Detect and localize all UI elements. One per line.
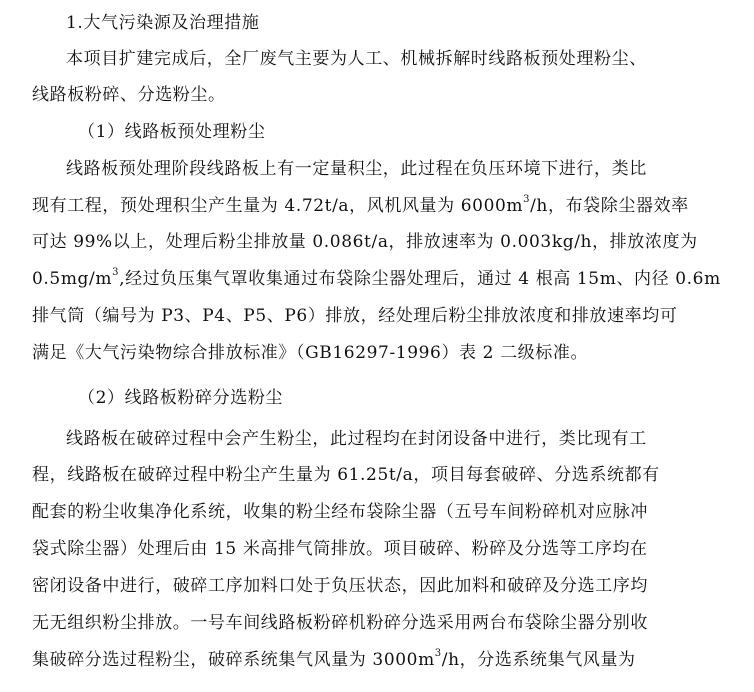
paragraph-line: 可达 99%以上，处理后粉尘排放量 0.086t/a，排放速率为 0.003kg/h，排放浓度为 xyxy=(32,232,698,252)
paragraph-line: 线路板粉碎、分选粉尘。 xyxy=(32,85,226,105)
paragraph-line: 线路板预处理阶段线路板上有一定量积尘，此过程在负压环境下进行，类比 xyxy=(66,159,647,179)
paragraph-line xyxy=(32,642,754,678)
section-heading: 1.大气污染源及治理措施 xyxy=(66,13,260,33)
line-text: ,经过负压集气罩收集通过布袋除尘器处理后，通过 4 根高 15m、内径 0.6m xyxy=(119,269,721,289)
line-text: /h，布袋除尘器效率 xyxy=(530,196,689,216)
paragraph-line: 配套的粉尘收集净化系统，收集的粉尘经布袋除尘器（五号车间粉碎机对应脉冲 xyxy=(32,502,648,522)
line-text: 现有工程，预处理积尘产生量为 4.72t/a，风机风量为 6000m xyxy=(32,196,524,216)
superscript: 3 xyxy=(112,267,120,279)
superscript: 3 xyxy=(523,194,531,206)
paragraph-line: 排气筒（编号为 P3、P4、P5、P6）排放，经处理后粉尘排放浓度和排放速率均可 xyxy=(32,306,678,326)
paragraph-line: 本项目扩建完成后，全厂废气主要为人工、机械拆解时线路板预处理粉尘、 xyxy=(66,49,647,69)
paragraph-line: 密闭设备中进行，破碎工序加料口处于负压状态，因此加料和破碎及分选工序均 xyxy=(32,576,648,596)
paragraph-line: 满足《大气污染物综合排放标准》（GB16297-1996）表 2 二级标准。 xyxy=(32,343,589,363)
line-text: 集破碎分选过程粉尘，破碎系统集气风量为 3000m xyxy=(32,650,435,670)
paragraph-line: 程，线路板在破碎过程中粉尘产生量为 61.25t/a，项目每套破碎、分选系统都有 xyxy=(32,465,660,485)
paragraph-line: 袋式除尘器）处理后由 15 米高排气筒排放。项目破碎、粉碎及分选等工序均在 xyxy=(32,539,648,559)
subsection-heading: （2）线路板粉碎分选粉尘 xyxy=(78,388,284,408)
line-text: /h，分选系统集气风量为 xyxy=(441,650,636,670)
paragraph-line xyxy=(32,188,754,224)
superscript: 3 xyxy=(434,648,442,660)
paragraph-line: 线路板在破碎过程中会产生粉尘，此过程均在封闭设备中进行，类比现有工 xyxy=(66,429,647,449)
paragraph-line: 无无组织粉尘排放。一号车间线路板粉碎机粉碎分选采用两台布袋除尘器分别收 xyxy=(32,613,648,633)
line-text: 0.5mg/m xyxy=(32,269,113,289)
paragraph-line xyxy=(32,261,754,297)
subsection-heading: （1）线路板预处理粉尘 xyxy=(78,122,266,142)
